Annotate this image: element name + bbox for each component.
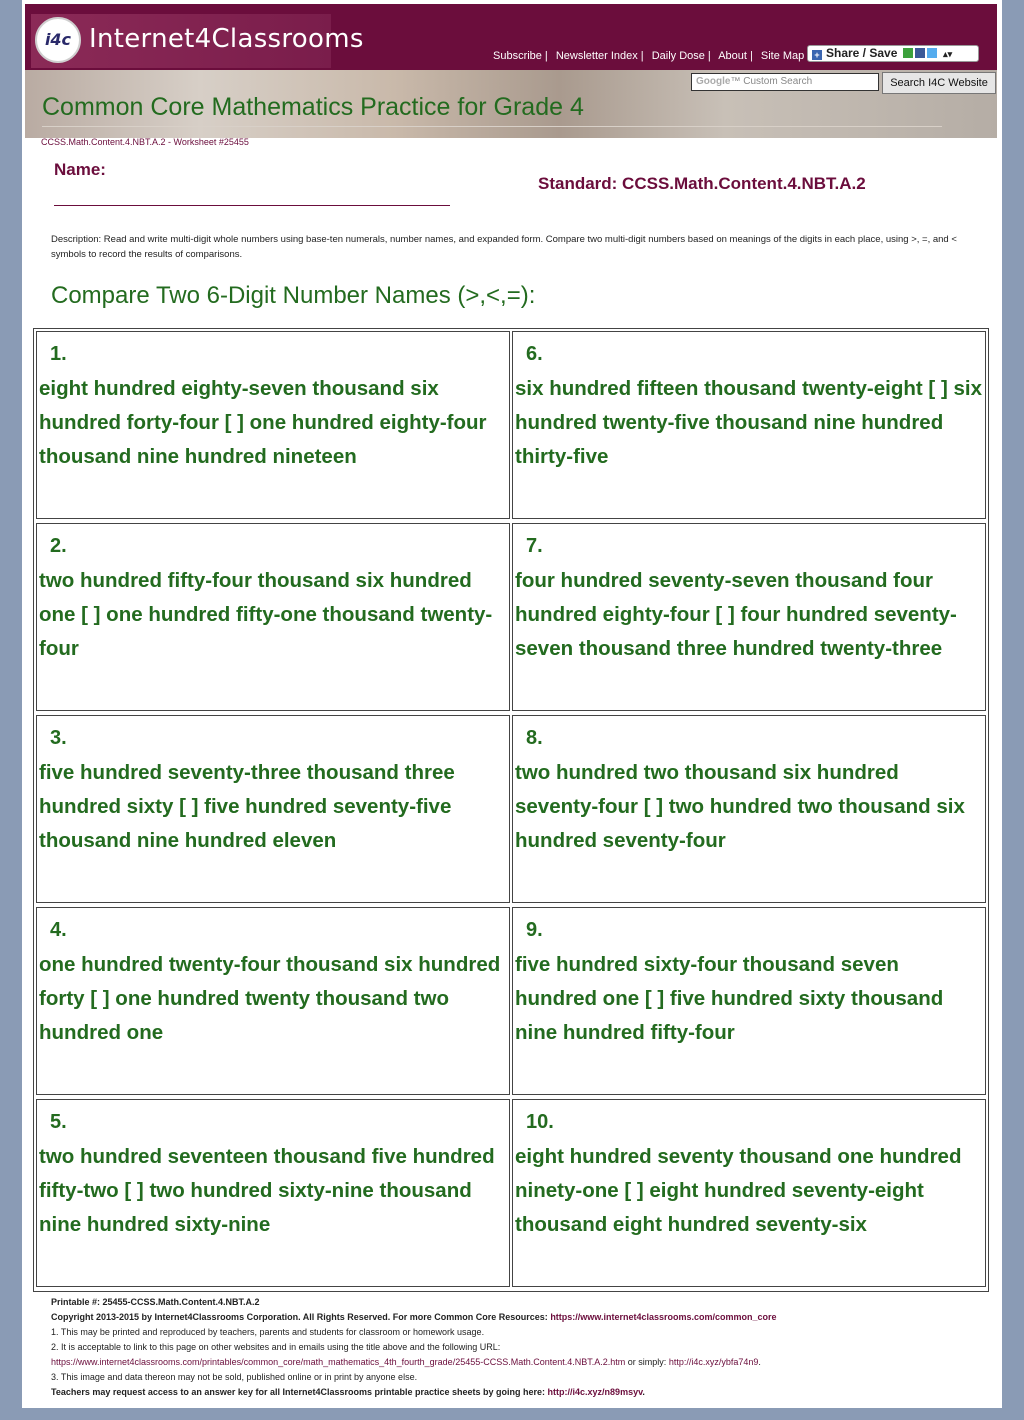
title-divider [42,126,942,127]
problem-cell [512,1099,986,1287]
problem-text: five hundred seventy-three thousand three hundred sixty [ ] five hundred seventy-five thousand nine hundred eleven [39,761,455,852]
problem-text: two hundred fifty-four thousand six hundred one [ ] one hundred fifty-one thousand twenty-four [39,569,493,660]
problem-number: 3. [50,727,67,749]
printable-number: Printable #: 25455-CCSS.Math.Content.4.NBT.A.2 [51,1297,260,1307]
problem-cell [36,907,510,1095]
problem-number: 4. [50,919,67,941]
problem-number: 9. [526,919,543,941]
usage-note-3: 3. This image and data thereon may not be sold, published online or in print by anyone else. [51,1372,418,1382]
common-core-link[interactable]: https://www.internet4classrooms.com/common_core [550,1312,777,1322]
short-url-link[interactable]: http://i4c.xyz/ybfa74n9 [668,1357,759,1367]
problem-text: five hundred sixty-four thousand seven hundred one [ ] five hundred sixty thousand nine hundred fifty-four [515,953,944,1044]
nav-subscribe[interactable]: Subscribe [493,50,542,62]
answer-key-text: Teachers may request access to an answer key for all Internet4Classrooms printable practice sheets by going here: [51,1387,546,1397]
site-header [25,4,997,70]
problem-text: four hundred seventy-seven thousand four hundred eighty-four [ ] four hundred seventy-seven thousand three hundred twenty-three [515,569,957,660]
breadcrumb: CCSS.Math.Content.4.NBT.A.2 - Worksheet #25455 [41,137,249,147]
problem-cell [36,331,510,519]
search-placeholder: Custom Search [743,76,813,87]
search-button[interactable]: Search I4C Website [882,72,996,94]
worksheet-url-link[interactable]: https://www.internet4classrooms.com/printables/common_core/math_mathematics_4th_fourth_grade/25455-CCSS.Math.Content.4.NBT.A.2.htm [51,1357,626,1367]
copyright-text: Copyright 2013-2015 by Internet4Classrooms Corporation. All Rights Reserved. For more Common Core Resources: [51,1312,548,1322]
problem-number: 2. [50,535,67,557]
site-logo[interactable] [31,14,364,68]
problem-number: 7. [526,535,543,557]
share-save-button[interactable] [807,45,979,62]
name-blank-line [54,205,450,206]
logo-text: Internet4Classrooms [89,24,364,54]
share-label: Share / Save [826,46,898,60]
problem-text: eight hundred eighty-seven thousand six hundred forty-four [ ] one hundred eighty-four thousand nine hundred nineteen [39,377,487,468]
problems-grid [33,328,989,1292]
usage-note-2-links: https://www.internet4classrooms.com/printables/common_core/math_mathematics_4th_fourth_grade/25455-CCSS.Math.Content.4.NBT.A.2.htm or simply: http://i4c.xyz/ybfa74n9. [51,1357,761,1367]
twitter-icon [927,48,937,58]
problem-number: 10. [526,1111,554,1133]
facebook-icon [915,48,925,58]
standard-label: Standard: CCSS.Math.Content.4.NBT.A.2 [538,174,866,193]
problem-cell [512,715,986,903]
nav-newsletter-index[interactable]: Newsletter Index [555,50,638,62]
name-label: Name: [54,160,106,179]
nav-about[interactable]: About [718,50,747,62]
nav-daily-dose[interactable]: Daily Dose [651,50,705,62]
problem-text: six hundred fifteen thousand twenty-eight [ ] six hundred twenty-five thousand nine hundred thirty-five [515,377,982,468]
page [22,0,1002,1408]
problem-number: 5. [50,1111,67,1133]
problem-cell [36,523,510,711]
problem-cell [36,1099,510,1287]
google-brand: Google [696,76,731,87]
search-input[interactable]: Google™ Custom Search [691,73,879,91]
problem-cell [36,715,510,903]
problem-text: one hundred twenty-four thousand six hundred forty [ ] one hundred twenty thousand two hundred one [39,953,501,1044]
problem-number: 8. [526,727,543,749]
problem-cell [512,331,986,519]
copyright-line [51,1310,996,1325]
usage-note-1: 1. This may be printed and reproduced by teachers, parents and students for classroom or homework usage. [51,1327,485,1337]
page-footer [51,1295,996,1400]
problem-text: two hundred seventeen thousand five hundred fifty-two [ ] two hundred sixty-nine thousand nine hundred sixty-nine [39,1145,495,1236]
usage-note-2: 2. It is acceptable to link to this page on other websites and in emails using the title above and the following URL: [51,1342,501,1352]
top-nav: Subscribe | Newsletter Index | Daily Dose | About | Site Map [493,50,805,62]
answer-key-link[interactable]: http://i4c.xyz/n89msyv [547,1387,643,1397]
email-share-icon [903,48,913,58]
problem-text: two hundred two thousand six hundred seventy-four [ ] two hundred two thousand six hundred seventy-four [515,761,965,852]
problem-cell [512,523,986,711]
problem-text: eight hundred seventy thousand one hundred ninety-one [ ] eight hundred seventy-eight thousand eight hundred seventy-six [515,1145,962,1236]
problem-number: 1. [50,343,67,365]
logo-badge: i4c [35,17,81,63]
problem-number: 6. [526,343,543,365]
or-simply-text: or simply: [627,1357,667,1367]
plus-icon: + [812,50,822,60]
answer-key-line: Teachers may request access to an answer key for all Internet4Classrooms printable practice sheets by going here: http://i4c.xyz/n89msyv. [51,1387,645,1397]
description: Description: Read and write multi-digit whole numbers using base-ten numerals, number names, and expanded form. Compare two multi-digit numbers based on meanings of the digits in each place, using >, =, and < symbols to record the results of comparisons. [51,234,957,260]
chevron-updown-icon: ▴▾ [943,49,953,59]
nav-site-map[interactable]: Site Map [760,50,805,62]
hero-banner [25,70,997,138]
problem-cell [512,907,986,1095]
section-title: Compare Two 6-Digit Number Names (>,<,=): [51,282,536,309]
page-title: Common Core Mathematics Practice for Grade 4 [42,93,584,121]
